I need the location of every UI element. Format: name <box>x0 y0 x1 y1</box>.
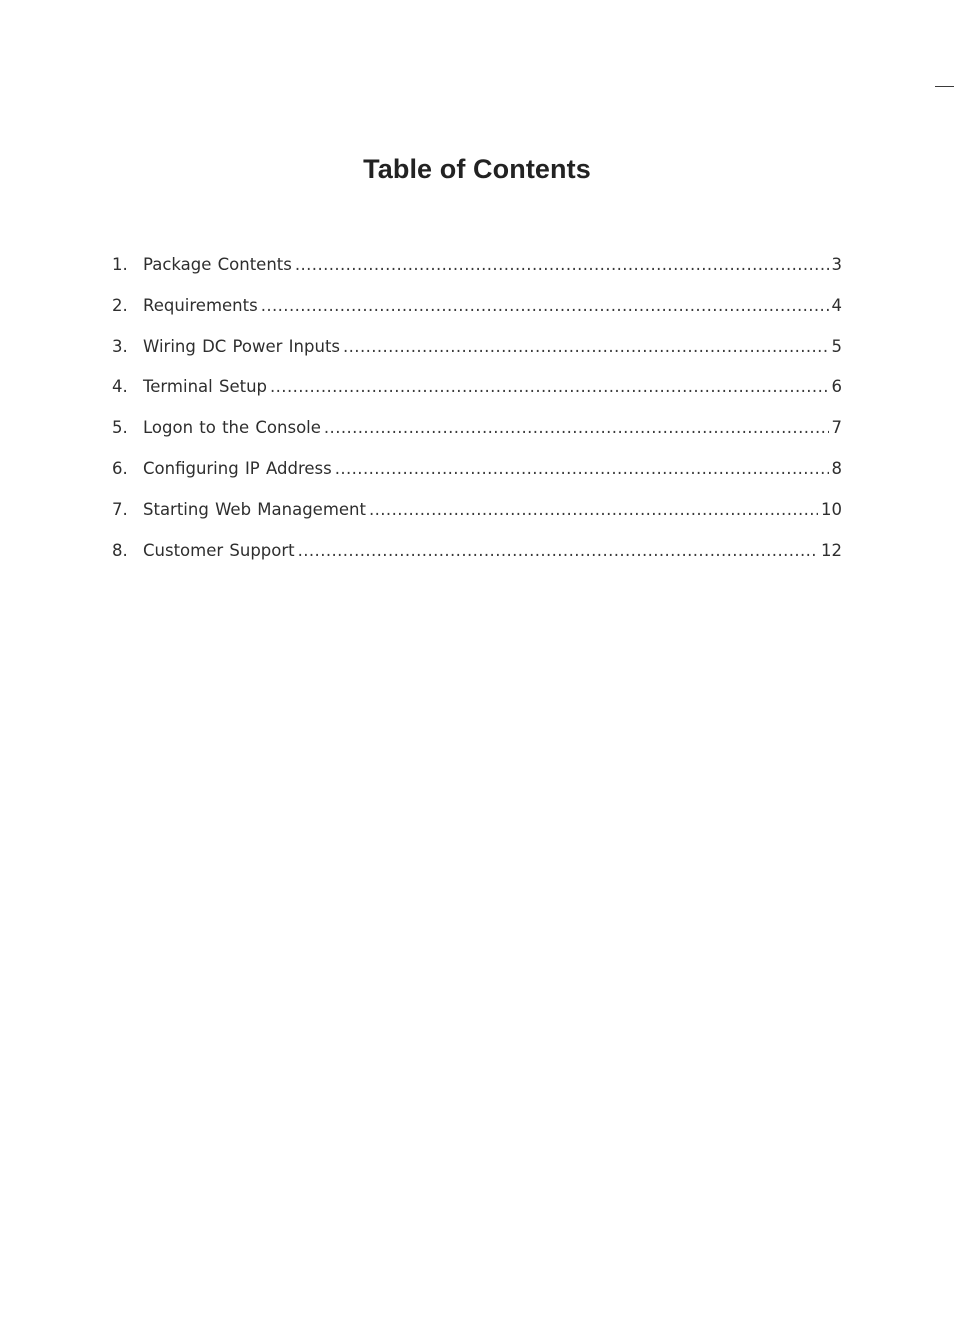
dot-leader <box>335 459 829 478</box>
corner-rule <box>935 86 954 87</box>
toc-entry-number: 1. <box>112 255 128 274</box>
toc-entry-number: 8. <box>112 540 128 560</box>
toc-entry-customer-support[interactable] <box>112 541 842 582</box>
dot-leader <box>343 337 828 356</box>
toc-entry-number: 5. <box>112 418 128 438</box>
toc-entry-label: Starting Web Management <box>143 499 366 519</box>
toc-entry-page: 12 <box>821 540 842 560</box>
dot-leader <box>295 255 829 274</box>
toc-entry-number: 4. <box>112 377 128 397</box>
toc-entry-package-contents[interactable] <box>112 255 842 296</box>
toc-entry-wiring-dc-power-inputs[interactable] <box>112 337 842 378</box>
toc-entry-label: Configuring IP Address <box>143 458 332 478</box>
dot-leader <box>298 541 818 560</box>
dot-leader <box>270 377 828 396</box>
table-of-contents <box>112 255 842 581</box>
toc-entry-label: Wiring DC Power Inputs <box>143 336 341 356</box>
dot-leader <box>324 418 829 437</box>
toc-entry-number: 7. <box>112 499 128 519</box>
toc-entry-label: Terminal Setup <box>143 377 268 397</box>
toc-entry-label: Requirements <box>143 295 258 315</box>
toc-entry-starting-web-management[interactable] <box>112 500 842 541</box>
toc-entry-page: 7 <box>831 418 842 438</box>
toc-entry-page: 6 <box>831 377 842 397</box>
toc-entry-label: Package Contents <box>143 255 292 274</box>
toc-entry-page: 8 <box>831 458 842 478</box>
toc-entry-number: 6. <box>112 458 128 478</box>
dot-leader <box>261 296 829 315</box>
toc-entry-configuring-ip-address[interactable] <box>112 459 842 500</box>
toc-entry-label: Logon to the Console <box>143 418 321 438</box>
toc-entry-label: Customer Support <box>143 540 295 560</box>
toc-entry-page: 10 <box>821 499 842 519</box>
toc-entry-number: 2. <box>112 295 128 315</box>
dot-leader <box>369 500 818 519</box>
toc-entry-terminal-setup[interactable] <box>112 377 842 418</box>
page-title: Table of Contents <box>363 154 591 185</box>
toc-entry-number: 3. <box>112 336 128 356</box>
toc-entry-page: 3 <box>831 255 842 274</box>
toc-entry-requirements[interactable] <box>112 296 842 337</box>
toc-entry-logon-to-the-console[interactable] <box>112 418 842 459</box>
toc-entry-page: 5 <box>831 336 842 356</box>
toc-entry-page: 4 <box>831 295 842 315</box>
